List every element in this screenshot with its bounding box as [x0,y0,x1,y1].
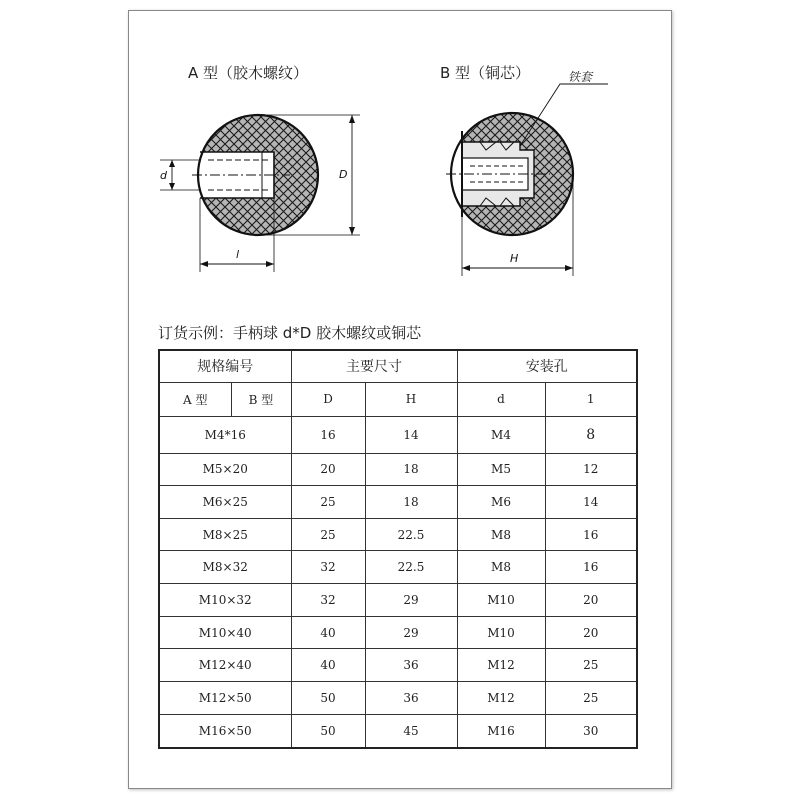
subheader-l: 1 [545,382,637,416]
header-spec: 规格编号 [159,350,291,382]
subheader-type-b: B 型 [231,382,291,416]
cell-spec: M4*16 [159,416,291,453]
table-row [159,551,637,584]
cell-H: 18 [365,453,457,486]
table-row [159,714,637,748]
header-mount-hole: 安装孔 [457,350,637,382]
cell-spec: M10×40 [159,616,291,649]
table-row [159,681,637,714]
cell-l: 25 [545,649,637,682]
subheader-H: H [365,382,457,416]
subheader-type-a: A 型 [159,382,231,416]
spec-table [158,349,638,749]
cell-d: M10 [457,584,545,617]
dim-label-H: H [510,252,519,265]
type-a-title: A 型（胶木螺纹） [188,64,309,82]
cell-H: 36 [365,649,457,682]
cell-d: M4 [457,416,545,453]
cell-l: 20 [545,616,637,649]
cell-D: 25 [291,486,365,519]
cell-l: 20 [545,584,637,617]
table-row [159,649,637,682]
cell-D: 32 [291,584,365,617]
table-row [159,453,637,486]
cell-l: 30 [545,714,637,748]
cell-D: 50 [291,681,365,714]
table-row [159,416,637,453]
cell-d: M6 [457,486,545,519]
cell-H: 22.5 [365,518,457,551]
table-row [159,616,637,649]
cell-D: 40 [291,649,365,682]
cell-d: M10 [457,616,545,649]
table-row [159,486,637,519]
cell-H: 29 [365,584,457,617]
cell-d: M12 [457,681,545,714]
type-a-drawing [160,108,360,272]
cell-spec: M5×20 [159,453,291,486]
cell-spec: M16×50 [159,714,291,748]
cell-H: 18 [365,486,457,519]
cell-l: 25 [545,681,637,714]
cell-l: 8 [545,416,637,453]
cell-spec: M12×50 [159,681,291,714]
cell-D: 25 [291,518,365,551]
subheader-d: d [457,382,545,416]
dim-label-l: l [236,248,240,261]
cell-H: 14 [365,416,457,453]
cell-spec: M12×40 [159,649,291,682]
type-b-drawing [440,84,608,276]
cell-spec: M8×25 [159,518,291,551]
cell-D: 50 [291,714,365,748]
cell-D: 16 [291,416,365,453]
cell-l: 12 [545,453,637,486]
cell-l: 16 [545,551,637,584]
cell-spec: M10×32 [159,584,291,617]
cell-H: 22.5 [365,551,457,584]
subheader-D: D [291,382,365,416]
cell-H: 29 [365,616,457,649]
cell-d: M5 [457,453,545,486]
iron-sleeve-callout: 铁套 [568,70,593,84]
cell-D: 40 [291,616,365,649]
cell-D: 20 [291,453,365,486]
cell-spec: M6×25 [159,486,291,519]
cell-d: M16 [457,714,545,748]
type-b-title: B 型（铜芯） [440,64,531,82]
dim-label-d: d [160,169,167,182]
table-row [159,584,637,617]
cell-D: 32 [291,551,365,584]
cell-l: 16 [545,518,637,551]
cell-H: 45 [365,714,457,748]
cell-d: M8 [457,518,545,551]
header-main-dims: 主要尺寸 [291,350,457,382]
cell-l: 14 [545,486,637,519]
dim-label-D: D [339,168,348,181]
order-example: 订货示例：手柄球 d*D 胶木螺纹或铜芯 [158,324,422,342]
cell-d: M12 [457,649,545,682]
table-row [159,518,637,551]
cell-d: M8 [457,551,545,584]
cell-spec: M8×32 [159,551,291,584]
cell-H: 36 [365,681,457,714]
